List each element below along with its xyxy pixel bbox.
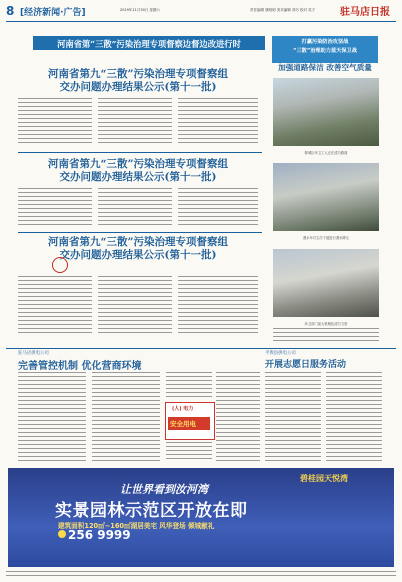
ad-subline: 建筑面积120㎡~160㎡湖居美宅 风华登场 倾城献礼 [58, 522, 215, 530]
official-seal [52, 257, 68, 273]
page-footer [6, 571, 396, 577]
article-2-headline-line-1: 河南省第九“三散”污染治理专项督察组 [47, 158, 229, 170]
slogan-line-2: “三散”治理助力蓝天保卫战 [293, 48, 357, 54]
bottom-article-2-text-col-1 [265, 372, 321, 462]
news-photo-3 [273, 249, 379, 317]
bottom-article-1-text-col-3b [166, 442, 212, 462]
news-photo-2 [273, 163, 379, 231]
article-1-headline-line-1: 河南省第九“三散”污染治理专项督察组 [47, 68, 229, 80]
photo-3-caption: 环卫部门加大机械化清扫力度 [304, 322, 348, 326]
article-2-headline [18, 158, 258, 184]
article-1-text-col-2 [98, 98, 172, 146]
bottom-article-2-headline: 开展志愿日服务活动 [265, 360, 347, 370]
page-number: 8 [6, 4, 15, 18]
news-photo-1 [273, 78, 379, 146]
article-2-headline-line-2: 交办问题办理结果公示(第十一批) [59, 171, 217, 183]
bottom-section-rule [6, 348, 396, 349]
article-3-text-col-2 [98, 276, 172, 336]
side-text [273, 328, 379, 344]
article-divider-2 [18, 232, 262, 233]
banner-text: 河南省第“三散”污染治理专项督察边督边改进行时 [57, 39, 241, 49]
section-title: [经济新闻·广告] [20, 8, 86, 18]
article-2-text-col-2 [98, 188, 172, 226]
article-2-text-col-3 [178, 188, 258, 226]
photo-2-caption: 洒水车对主次干道进行洒水降尘 [302, 236, 350, 240]
ad-tagline: 让世界看到汝河湾 [120, 483, 208, 496]
editor-line: 责任编辑 康明明 美术编辑 刘巧 校对 英子 [250, 8, 316, 12]
bottom-article-1-text-col-4 [216, 372, 260, 462]
masthead-rule [6, 21, 396, 22]
article-3-text-col-3 [178, 276, 258, 336]
article-2-text-col-1 [18, 188, 92, 226]
ad-brand: 碧桂园天悦湾 [300, 474, 348, 483]
date-line: 2019年11月30日 星期六 [120, 8, 160, 12]
bottom-article-2-kicker: 平舆县供电公司 [265, 351, 296, 356]
bottom-article-2-text-col-2 [326, 372, 382, 462]
article-1-text-col-3 [178, 98, 258, 146]
article-3-headline-line-2: 交办问题办理结果公示(第十一批) [59, 249, 217, 261]
article-1-headline-line-2: 交办问题办理结果公示(第十一批) [59, 81, 217, 93]
photo-1-caption: 驿城区环卫工人正在清扫路面 [304, 151, 348, 155]
phone-icon [58, 530, 66, 538]
article-3-headline-line-1: 河南省第九“三散”污染治理专项督察组 [47, 236, 229, 248]
article-1-text-col-1 [18, 98, 92, 146]
bottom-article-1-text-col-1 [18, 372, 86, 462]
article-3-text-col-1 [18, 276, 92, 336]
mini-ad-text: 安全用电 [170, 420, 196, 428]
mini-ad-logo: (人) 电力 [172, 406, 194, 412]
ad-phone: 256 9999 [68, 528, 131, 542]
article-divider-1 [18, 152, 262, 153]
paper-logo: 驻马店日报 [340, 7, 390, 18]
article-1-headline [18, 68, 258, 94]
bottom-article-1-text-col-3 [166, 372, 212, 400]
slogan-line-1: 打赢污染防治攻坚战 [301, 39, 349, 45]
side-title: 加强道路保洁 改善空气质量 [278, 63, 372, 72]
ad-headline: 实景园林示范区开放在即 [55, 501, 248, 521]
bottom-article-1-headline: 完善管控机制 优化营商环境 [18, 361, 142, 372]
bottom-article-1-text-col-2 [92, 372, 160, 462]
bottom-article-1-kicker: 驻马店供电公司 [18, 351, 49, 356]
slogan-box [272, 36, 378, 63]
